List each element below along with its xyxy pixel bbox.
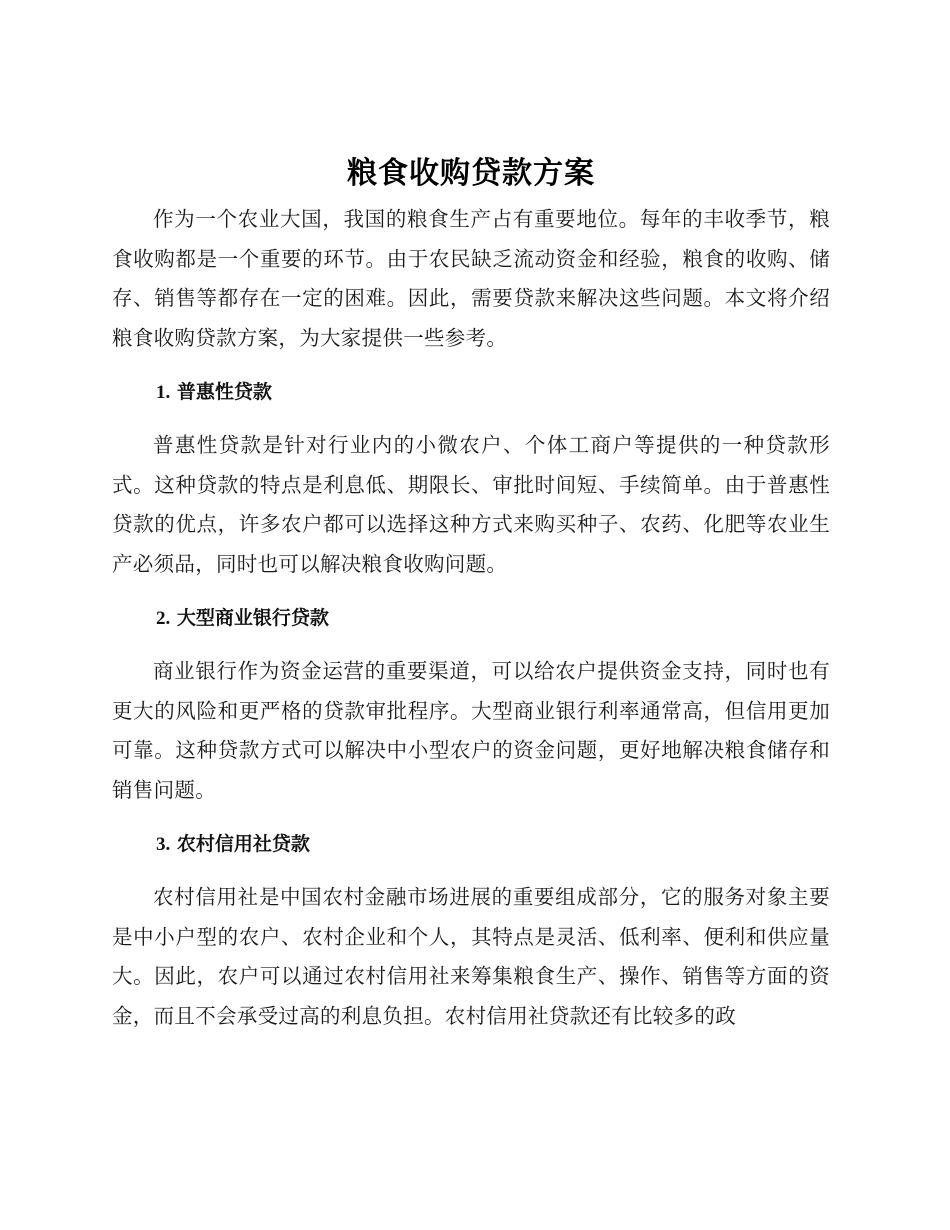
section-heading-1 [112, 372, 830, 412]
section-heading-text: 普惠性贷款 [176, 381, 272, 403]
section-number: 2. [156, 608, 171, 629]
section-body-2: 商业银行作为资金运营的重要渠道，可以给农户提供资金支持，同时也有更大的风险和更严格的贷款审批程序。大型商业银行利率通常高，但信用更加可靠。这种贷款方式可以解决中小型农户的资金问题，更好地解决粮食储存和销售问题。 [112, 659, 830, 802]
section-heading-text: 农村信用社贷款 [176, 833, 310, 855]
section-body-3: 农村信用社是中国农村金融市场进展的重要组成部分，它的服务对象主要是中小户型的农户、农村企业和个人，其特点是灵活、低利率、便利和供应量大。因此，农户可以通过农村信用社来筹集粮食生产、操作、销售等方面的资金，而且不会承受过高的利息负担。农村信用社贷款还有比较多的政 [112, 885, 830, 1028]
section-heading-2 [112, 598, 830, 638]
section-number: 3. [156, 834, 171, 855]
section-heading-3 [112, 824, 830, 864]
section-heading-text: 大型商业银行贷款 [176, 607, 329, 629]
document-content [112, 148, 830, 1036]
intro-paragraph: 作为一个农业大国，我国的粮食生产占有重要地位。每年的丰收季节，粮食收购都是一个重要的环节。由于农民缺乏流动资金和经验，粮食的收购、储存、销售等都存在一定的困难。因此，需要贷款来解决这些问题。本文将介绍粮食收购贷款方案，为大家提供一些参考。 [112, 207, 830, 350]
section-number: 1. [156, 382, 171, 403]
document-title: 粮食收购贷款方案 [347, 156, 595, 191]
section-body-1: 普惠性贷款是针对行业内的小微农户、个体工商户等提供的一种贷款形式。这种贷款的特点是利息低、期限长、审批时间短、手续简单。由于普惠性贷款的优点，许多农户都可以选择这种方式来购买种子、农药、化肥等农业生产必须品，同时也可以解决粮食收购问题。 [112, 433, 830, 576]
